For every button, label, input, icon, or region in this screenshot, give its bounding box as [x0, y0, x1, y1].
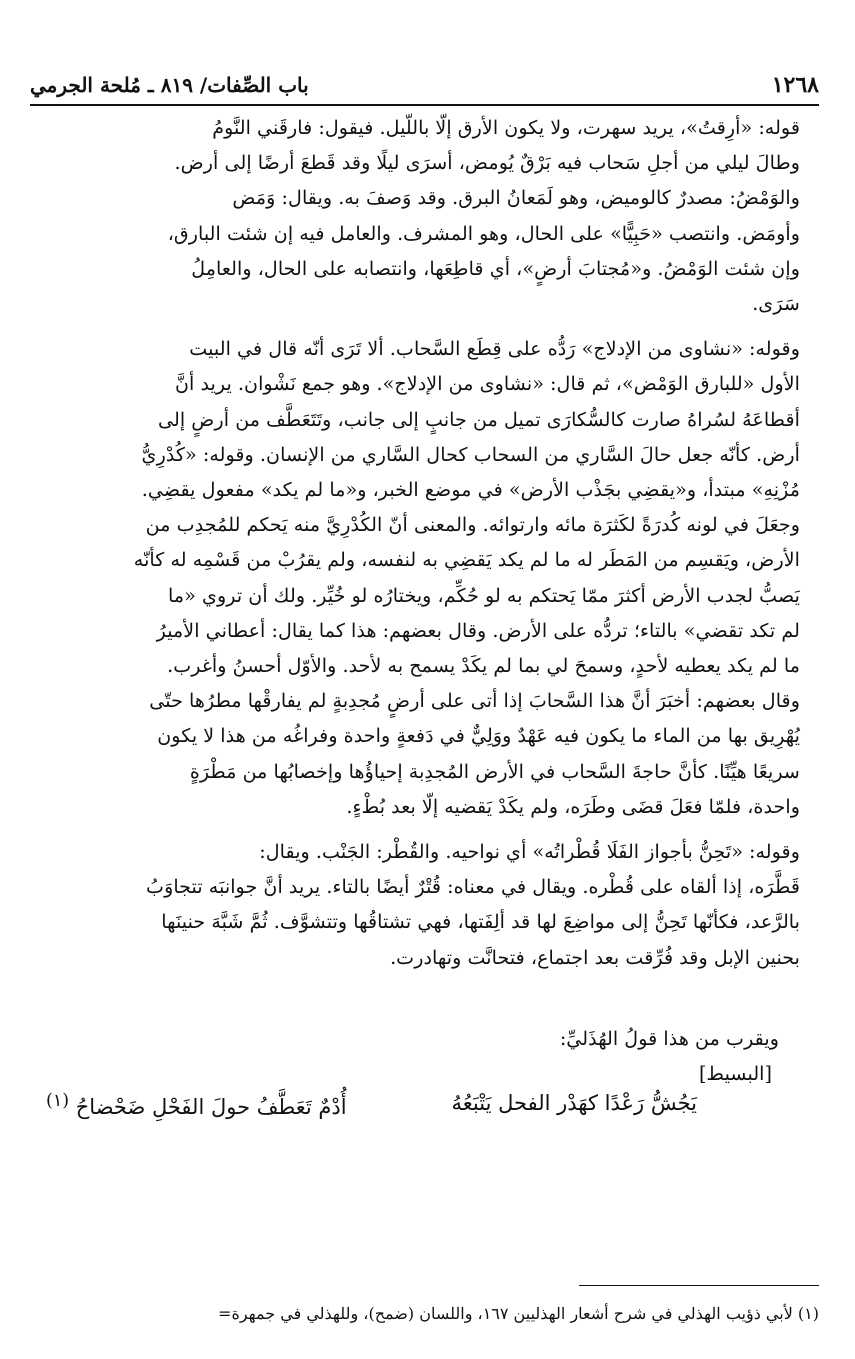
poem-intro-text: ويقرب من هذا قولُ الهُذَليِّ:	[559, 1027, 779, 1051]
footnote: (١) لأبي ذؤيب الهذلي في شرح أشعار الهذليين ١٦٧، واللسان (ضمح)، وللهذلي في جمهرة=	[218, 1304, 819, 1323]
footnote-marker: (١)	[46, 1091, 70, 1112]
page-number: ١٢٦٨	[771, 72, 819, 98]
paragraph-gap	[34, 975, 819, 985]
poem-introduction	[34, 986, 819, 1092]
verse-first-hemistich: يَجُشُّ رَعْدًا كهَدْر الفحل يَتْبَعُهُ	[451, 1091, 697, 1116]
footnote-rule	[579, 1285, 819, 1286]
verse-second-hemistich-text: أُدْمٌ تَعَطَّفُ حولَ الفَحْلِ ضَحْضاحُ	[75, 1095, 347, 1120]
header-rule	[30, 104, 819, 106]
verse-second-hemistich	[46, 1091, 347, 1119]
paragraph-2: وقوله: «نشاوى من الإدلاج» رَدُّه على قِطَع السَّحاب. ألا تَرَى أنّه قال في البيت الأول «للبارق الوَمْض»، ثم قال: «نشاوى من الإدلاج». وهو جمع نَشْوان. يريد أنَّ أقطاعَهُ لسُراهُ صارت كالسُّكارَى تميل من جانبٍ إلى جانب، وتَتَعَطَّف من أرضٍ إلى أرض. كأنّه جعل حالَ السَّاري من السحاب كحال السَّاري من الإنسان. وقوله: «كُدْرِيُّ مُزْنِهِ» مبتدأ، و«يقضِي بجَذْب الأرض» في موضع الخبر، و«ما لم يكد» مفعول يقضِي. وجعَلَ في لونه كُدرَةً لكَثرَة مائه وارتوائه. والمعنى أنّ الكُدْرِيَّ منه يَحكم للمُجدِب من الأرض، ويَقسِم من المَطَر له ما لم يكد يَقضِي به لنفسه، ولم يقرُبْ من قَسْمِه له كأنّه يَصبُّ لجدب الأرض أكثرَ ممّا يَحتكم به لو حُكِّم، ويختارُه لو خُيِّر. ولك أن تروي «ما لم تكد تقضي» بالتاء؛ تردُّه على الأرض. وقال بعضهم: هذا كما يقال: أعطاني الأميرُ ما لم يكد يعطيه لأحدٍ، وسمحَ لي بما لم يكَدْ يسمح به لأحد. والأوّل أحسنُ وأغرب. وقال بعضهم: أخبَرَ أنَّ هذا السَّحابَ إذا أتى على أرضٍ مُجدِبةٍ لم يفارقْها مطرُها حتّى يُهْرِيق بها من الماء ما يكون فيه عَهْدٌ ووَلِيٌّ في دَفعةٍ واحدة وفراغُه من هذا لا يكون سريعًا هيِّنًا. كأنَّ حاجةَ السَّحاب في الأرض المُجدِبة إحياؤُها وإخصابُها من مَطْرَةٍ واحدة، فلمّا فعَلَ قضَى وطَرَه، ولم يكَدْ يَقضيه إلّا بعد بُطْءٍ.	[133, 337, 800, 818]
main-text	[34, 110, 819, 1160]
page-header	[30, 70, 819, 108]
poem-meter: [البسيط]	[698, 1062, 772, 1086]
running-title: باب الصِّفات/ ٨١٩ ـ مُلحة الجرمي	[30, 73, 309, 97]
paragraph-1: قوله: «أرِقتُ»، يريد سهرت، ولا يكون الأرق إلّا باللّيل. فيقول: فارقَني النَّومُ وطالَ ليلي من أجلِ سَحاب فيه بَرْقٌ يُومض، أسرَى ليلًا وقد قَطعَ أرضًا إلى أرض. والوَمْضُ: مصدرٌ كالوميض، وهو لَمَعانُ البرق. وقد وَصفَ به. ويقال: وَمَض وأومَض. وانتصب «حَبِيًّا» على الحال، وهو المشرف. والعامل فيه إن شئت البارق، وإن شئت الوَمْضُ. و«مُجتابَ أرضٍ»، أي قاطِعَها، وانتصابه على الحال، والعامِلُ سَرَى.	[167, 116, 800, 316]
paragraph-3: وقوله: «تَحِنُّ بأجواز الفَلَا قُطْراتُه» أي نواحيه. والقُطْر: الجَنْب. ويقال: قَطَّرَه، إذا ألقاه على قُطْره. ويقال في معناه: قُتْرٌ أيضًا بالتاء. يريد أنَّ جوانبَه تتجاوَبُ بالرَّعد، فكأنّها تَحِنُّ إلى مواضِعَ لها قد ألِفَتها، فهي تشتاقُها وتتشوَّف. ثُمَّ شَبَّهَ حنينَها بحنين الإبل وقد فُرِّقت بعد اجتماع، فتحانَّت وتهادرت.	[146, 840, 800, 969]
verse-line	[34, 1091, 819, 1133]
paragraph-gap	[34, 824, 819, 834]
paragraph-gap	[34, 321, 819, 331]
